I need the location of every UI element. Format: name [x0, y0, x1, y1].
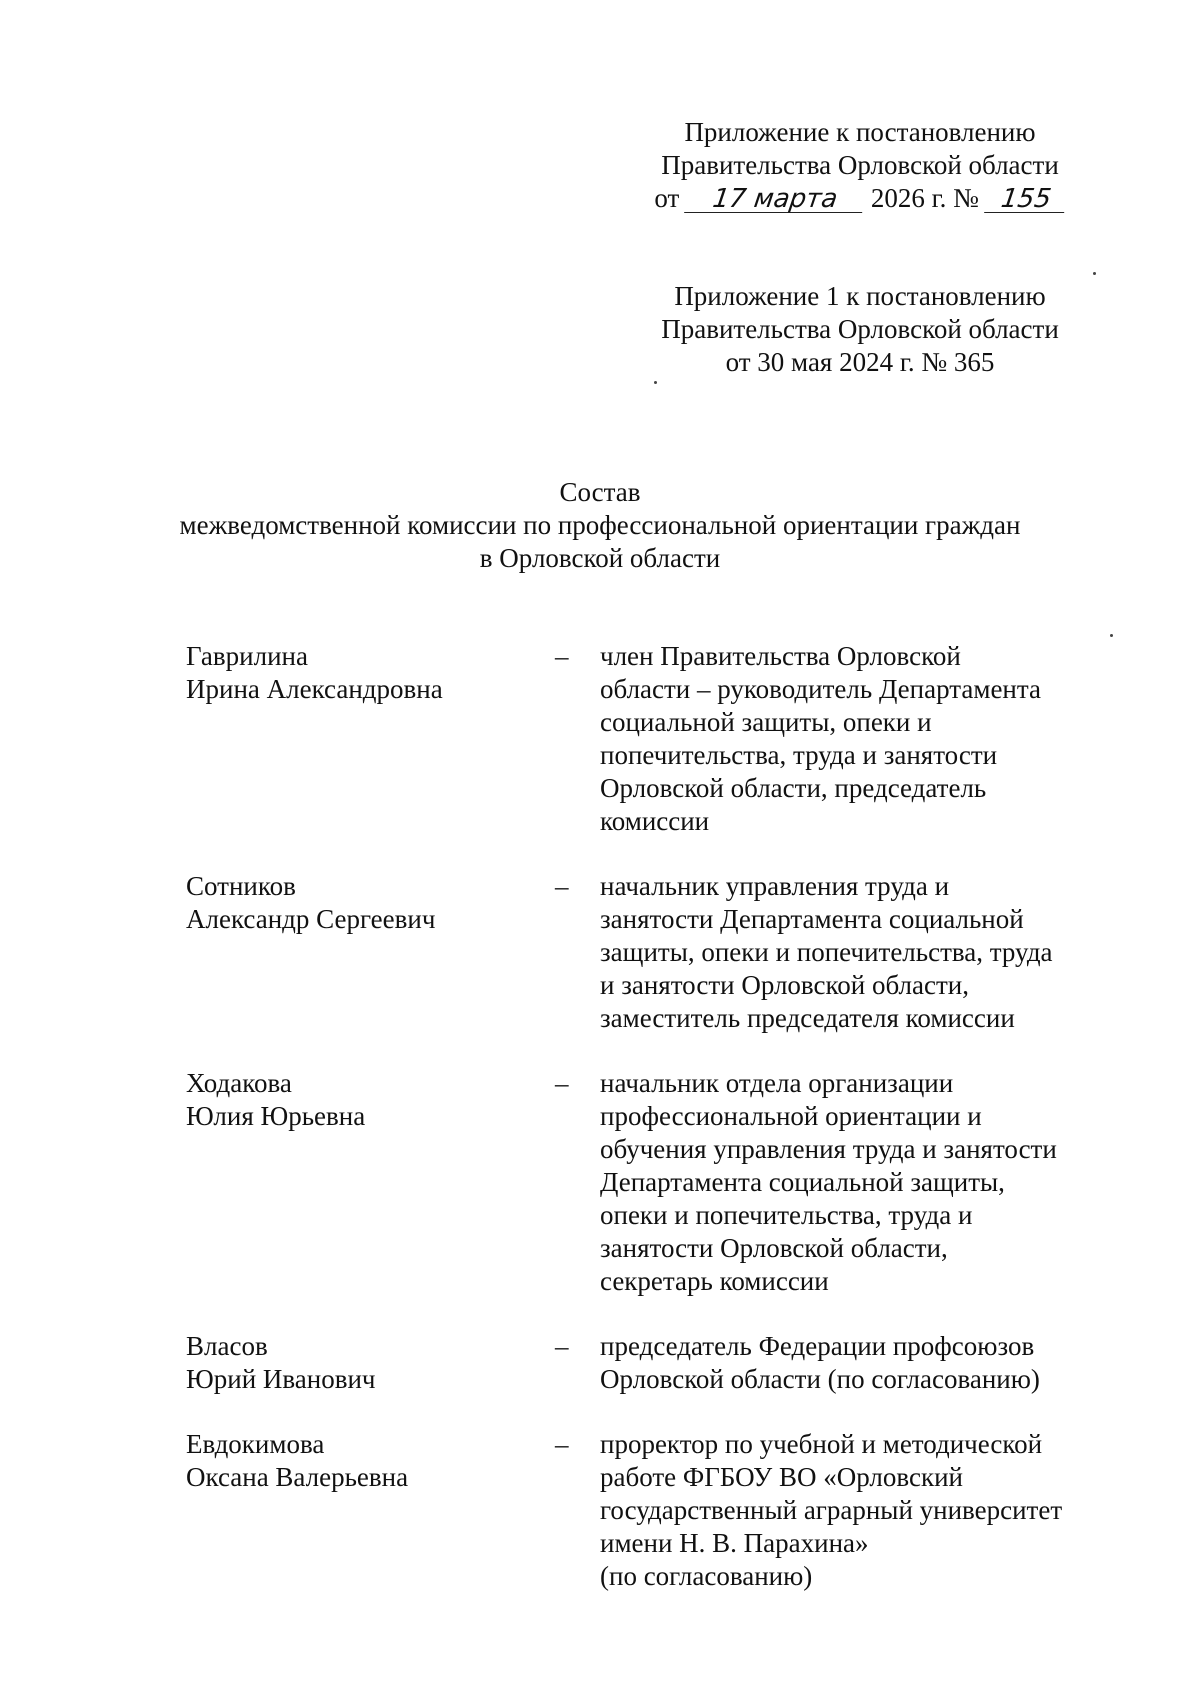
member-role-line: Орловской области, председатель — [600, 773, 987, 803]
scan-speck — [1110, 634, 1113, 637]
member-role — [600, 1330, 1100, 1396]
member-role-line: и занятости Орловской области, — [600, 970, 969, 1000]
member-given-names: Юлия Юрьевна — [186, 1101, 366, 1131]
member-role-line: защиты, опеки и попечительства, труда — [600, 937, 1053, 967]
member-surname: Евдокимова — [186, 1429, 325, 1459]
member-role-line: Департамента социальной защиты, — [600, 1167, 1005, 1197]
member-role-line: попечительства, труда и занятости — [600, 740, 998, 770]
original-header-line2: Правительства Орловской области — [661, 314, 1059, 344]
member-given-names: Юрий Иванович — [186, 1364, 376, 1394]
original-header-line3: от 30 мая 2024 г. № 365 — [725, 347, 995, 377]
member-role-line: начальник отдела организации — [600, 1068, 954, 1098]
member-role-line: Орловской области (по согласованию) — [600, 1364, 1040, 1394]
member-role-line: области – руководитель Департамента — [600, 674, 1041, 704]
original-header-line1: Приложение 1 к постановлению — [674, 281, 1046, 311]
handwritten-number: 155 — [984, 186, 1068, 213]
member-dash: – — [555, 641, 569, 671]
appendix-header-line2: Правительства Орловской области — [661, 150, 1059, 180]
member-name — [186, 1428, 536, 1494]
member-role-line: имени Н. В. Парахина» — [600, 1528, 869, 1558]
member-name — [186, 870, 536, 936]
member-dash: – — [555, 1331, 569, 1361]
member-name — [186, 640, 536, 706]
member-role-line: занятости Департамента социальной — [600, 904, 1024, 934]
member-role-line: председатель Федерации профсоюзов — [600, 1331, 1035, 1361]
date-prefix: от — [654, 183, 680, 213]
member-name — [186, 1067, 536, 1133]
title-line1: Состав — [559, 477, 641, 507]
member-role-line: работе ФГБОУ ВО «Орловский — [600, 1462, 963, 1492]
member-role — [600, 640, 1100, 838]
member-role-line: комиссии — [600, 806, 710, 836]
member-role-line: секретарь комиссии — [600, 1266, 829, 1296]
member-surname: Власов — [186, 1331, 268, 1361]
member-role-line: (по согласованию) — [600, 1561, 813, 1591]
year-text: 2026 г. № — [870, 183, 979, 213]
member-role-line: проректор по учебной и методической — [600, 1429, 1043, 1459]
member-dash: – — [555, 1068, 569, 1098]
original-appendix-header — [600, 280, 1120, 379]
member-role-line: начальник управления труда и — [600, 871, 950, 901]
member-surname: Гаврилина — [186, 641, 308, 671]
member-role-line: заместитель председателя комиссии — [600, 1003, 1015, 1033]
title-line3: в Орловской области — [479, 543, 721, 573]
member-role-line: занятости Орловской области, — [600, 1233, 948, 1263]
title-line2: межведомственной комиссии по профессиональной ориентации граждан — [179, 510, 1021, 540]
member-role-line: профессиональной ориентации и — [600, 1101, 982, 1131]
member-role-line: член Правительства Орловской — [600, 641, 961, 671]
member-name — [186, 1330, 536, 1396]
appendix-header — [600, 116, 1120, 215]
member-given-names: Оксана Валерьевна — [186, 1462, 409, 1492]
member-role — [600, 1428, 1100, 1593]
member-role-line: обучения управления труда и занятости — [600, 1134, 1057, 1164]
member-given-names: Ирина Александровна — [186, 674, 443, 704]
handwritten-date: 17 марта — [684, 186, 866, 213]
member-role — [600, 870, 1100, 1035]
member-surname: Ходакова — [186, 1068, 292, 1098]
appendix-header-date-line — [600, 182, 1120, 215]
member-dash: – — [555, 1429, 569, 1459]
member-given-names: Александр Сергеевич — [186, 904, 436, 934]
member-role-line: опеки и попечительства, труда и — [600, 1200, 973, 1230]
member-role-line: социальной защиты, опеки и — [600, 707, 932, 737]
appendix-header-line1: Приложение к постановлению — [684, 117, 1036, 147]
member-surname: Сотников — [186, 871, 296, 901]
member-role — [600, 1067, 1100, 1298]
scan-speck — [654, 381, 657, 384]
document-title — [120, 476, 1080, 575]
member-role-line: государственный аграрный университет — [600, 1495, 1063, 1525]
scan-speck — [1093, 272, 1096, 275]
member-dash: – — [555, 871, 569, 901]
